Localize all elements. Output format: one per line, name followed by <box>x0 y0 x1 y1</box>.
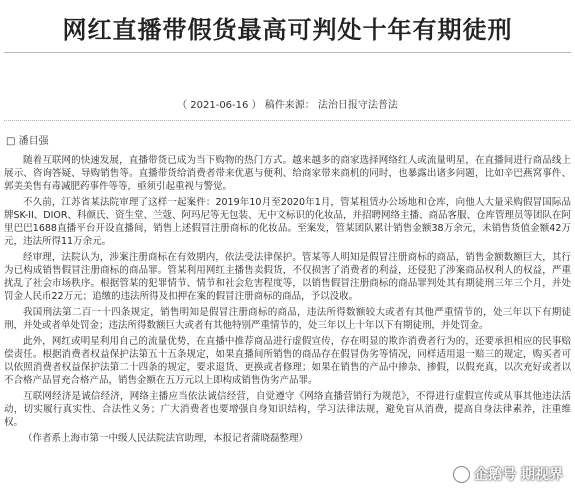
paragraph: 此外，网红或明星利用自己的流量优势，在直播中推荐商品进行虚假宣传，存在明显的欺诈消费者行为的，还要承担相应的民事赔偿责任。根据消费者权益保护法第五十五条规定，如果直播间所销售的商品存在假冒伪劣等情况，同样适用退一赔三的规定，购买者可以依照消费者权益保护法第二十四条的规定，要求退货、更换或者修理；如果在销售的产品中掺杂、掺假，以假充真，以次充好或者以不合格产品冒充合格产品，销售金额在五万元以上即构成销售伪劣产品罪。 <box>4 336 571 386</box>
article-meta: （ 2021-06-16 ） 稿件来源： 法治日报守法普法 <box>177 100 398 111</box>
author-note: （作者系上海市第一中级人民法院法官助理，本报记者蒲晓磊整理） <box>23 433 309 444</box>
watermark <box>453 464 563 484</box>
article-body <box>4 154 571 448</box>
penguin-icon <box>453 466 470 483</box>
article-author: □ 潘目强 <box>6 136 49 147</box>
paragraph: 我国刑法第二百一十四条规定，销售明知是假冒注册商标的商品，违法所得数额较大或者有其他严重情节的，处三年以下有期徒刑，并处或者单处罚金；违法所得数额巨大或者有其他特别严重情节的，处三年以上十年以下有期徒刑，并处罚金。 <box>4 307 571 331</box>
paragraph: 互联网经济是诚信经济，网络主播应当依法诚信经营，自觉遵守《网络直播营销行为规范》，不得进行虚假宣传或从事其他违法活动，切实履行真实性、合法性义务；广大消费者也要增强自身知识结构，学习法律法规，避免盲从消费，提高自身法律素养，注重维权。 <box>4 391 571 428</box>
meta-divider <box>4 120 571 121</box>
paragraph: 不久前，江苏省某法院审理了这样一起案件：2019年10月至2020年1月，管某租赁办公场地和仓库，向他人大量采购假冒国际品牌SK-II、DIOR、科颜氏、资生堂、兰蔻、阿玛尼等无包装、无中文标识的化妆品，并招聘网络主播、商品客服、仓库管理员等团队在阿里巴巴1688直播平台开设直播间，销售上述假冒注册商标的化妆品。至案发，管某团队累计销售金额38万余元，未销售货值金额42万元，违法所得11万余元。 <box>4 197 571 247</box>
paragraph: 经审理，法院认为，涉案注册商标在有效期内，依法受法律保护。管某等人明知是假冒注册商标的商品，销售金额数额巨大，其行为已构成销售假冒注册商标的商品罪。管某利用网红主播售卖假货，不仅损害了消费者的利益，还侵犯了涉案商品权利人的权益，严重扰乱了社会市场秩序。根据管某的犯罪情节、情节和社会危害程度等，以销售假冒注册商标的商品罪判处其有期徒刑三年三个月，并处罚金人民币22万元；追缴的违法所得及扣押在案的假冒注册商标的商品，予以没收。 <box>4 252 571 302</box>
paragraph: 随着互联网的快速发展，直播带货已成为当下购物的热门方式。越来越多的商家选择网络红人或流量明星，在直播间进行商品线上展示、咨询答疑、导购销售等。直播带货给消费者带来优惠与便利、给商家带来商机的同时，也暴露出诸多问题，比如辛巴燕窝事件、郭美美售有毒减肥药事件等等，亟须引起重视与警觉。 <box>4 155 571 192</box>
title-divider <box>4 52 571 53</box>
article-title: 网红直播带假货最高可判处十年有期徒刑 <box>62 15 513 44</box>
watermark-text: 企鹅号 期视界 <box>474 467 563 483</box>
